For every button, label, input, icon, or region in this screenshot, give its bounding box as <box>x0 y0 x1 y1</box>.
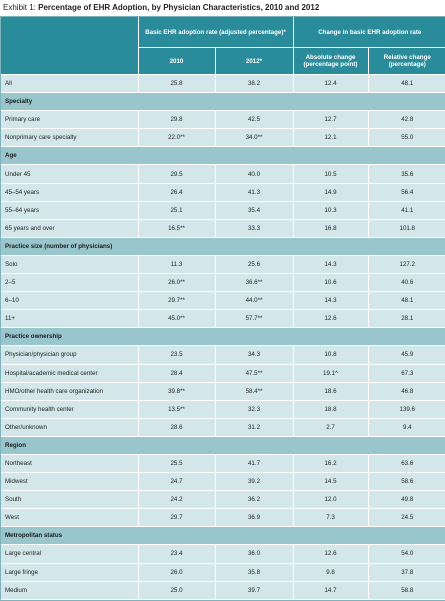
cell-absolute-change: 18.8 <box>293 400 368 418</box>
cell-absolute-change: 9.8 <box>293 563 368 581</box>
table-row <box>1 165 445 183</box>
cell-absolute-change: 14.3 <box>293 255 368 273</box>
cell-relative-change: 46.8 <box>368 382 445 400</box>
cell-relative-change: 24.5 <box>368 509 445 527</box>
table-row <box>1 255 445 273</box>
cell-2010: 29.7** <box>138 292 215 310</box>
table-row <box>1 219 445 237</box>
section-header-row <box>1 237 445 255</box>
cell-relative-change: 41.1 <box>368 201 445 219</box>
row-label: Solo <box>1 255 138 273</box>
row-label: Hospital/academic medical center <box>1 364 138 382</box>
section-header-row <box>1 93 445 111</box>
cell-2010: 29.8 <box>138 111 215 129</box>
cell-2010: 26.0 <box>138 563 215 581</box>
cell-absolute-change: 16.8 <box>293 219 368 237</box>
cell-relative-change: 56.4 <box>368 183 445 201</box>
header-col-2010: 2010 <box>138 48 215 75</box>
cell-2010: 26.4 <box>138 183 215 201</box>
cell-absolute-change: 12.4 <box>293 75 368 93</box>
table-row <box>1 491 445 509</box>
section-header-row <box>1 436 445 454</box>
table-row <box>1 563 445 581</box>
cell-2010: 24.2 <box>138 491 215 509</box>
table-row <box>1 581 445 599</box>
exhibit-title-main: Percentage of EHR Adoption, by Physician Characteristics, 2010 and 2012 <box>38 3 320 12</box>
table-row <box>1 129 445 147</box>
cell-2012: 31.2 <box>215 418 293 436</box>
row-label: HMO/other health care organization <box>1 382 138 400</box>
cell-absolute-change: 14.9 <box>293 183 368 201</box>
cell-absolute-change: 14.3 <box>293 292 368 310</box>
table-row <box>1 183 445 201</box>
row-label: Large central <box>1 545 138 563</box>
row-label: Nonprimary care specialty <box>1 129 138 147</box>
cell-2012: 58.4** <box>215 382 293 400</box>
exhibit-title <box>0 0 445 16</box>
table-row <box>1 201 445 219</box>
row-label: 45–54 years <box>1 183 138 201</box>
cell-relative-change: 45.9 <box>368 346 445 364</box>
cell-2012: 57.7** <box>215 310 293 328</box>
table-row <box>1 75 445 93</box>
cell-2010: 16.5** <box>138 219 215 237</box>
cell-2010: 25.8 <box>138 75 215 93</box>
cell-absolute-change: 19.1^ <box>293 364 368 382</box>
cell-2010: 45.0** <box>138 310 215 328</box>
ehr-adoption-table <box>1 17 445 600</box>
row-label: 6–10 <box>1 292 138 310</box>
cell-2012: 34.0** <box>215 129 293 147</box>
cell-2012: 42.5 <box>215 111 293 129</box>
row-label: Northeast <box>1 454 138 472</box>
table-row <box>1 509 445 527</box>
cell-2012: 41.7 <box>215 454 293 472</box>
cell-relative-change: 40.6 <box>368 274 445 292</box>
cell-absolute-change: 2.7 <box>293 418 368 436</box>
row-label: Large fringe <box>1 563 138 581</box>
cell-absolute-change: 12.6 <box>293 545 368 563</box>
table-row <box>1 292 445 310</box>
cell-2012: 36.9 <box>215 509 293 527</box>
cell-2010: 25.1 <box>138 201 215 219</box>
cell-absolute-change: 16.2 <box>293 454 368 472</box>
cell-absolute-change: 10.3 <box>293 201 368 219</box>
cell-absolute-change: 10.8 <box>293 346 368 364</box>
cell-absolute-change: 10.6 <box>293 274 368 292</box>
cell-2012: 36.0 <box>215 545 293 563</box>
cell-2010: 11.3 <box>138 255 215 273</box>
row-label: Physician/physician group <box>1 346 138 364</box>
section-header-row <box>1 147 445 165</box>
cell-2010: 28.4 <box>138 364 215 382</box>
section-label: Practice ownership <box>1 328 445 346</box>
cell-2012: 39.7 <box>215 581 293 599</box>
header-group-basic-rate: Basic EHR adoption rate (adjusted percentage)* <box>138 17 293 48</box>
cell-absolute-change: 12.7 <box>293 111 368 129</box>
table-body <box>1 75 445 600</box>
section-label: Age <box>1 147 445 165</box>
table-row <box>1 545 445 563</box>
cell-relative-change: 139.6 <box>368 400 445 418</box>
cell-relative-change: 28.1 <box>368 310 445 328</box>
section-label: Region <box>1 436 445 454</box>
cell-2010: 22.0** <box>138 129 215 147</box>
table-row <box>1 346 445 364</box>
cell-relative-change: 58.8 <box>368 581 445 599</box>
cell-relative-change: 55.0 <box>368 129 445 147</box>
cell-2012: 38.2 <box>215 75 293 93</box>
header-col-2012: 2012* <box>215 48 293 75</box>
row-label: 2–5 <box>1 274 138 292</box>
cell-relative-change: 127.2 <box>368 255 445 273</box>
header-blank <box>1 17 138 75</box>
cell-absolute-change: 12.1 <box>293 129 368 147</box>
row-label: All <box>1 75 138 93</box>
cell-2012: 25.6 <box>215 255 293 273</box>
row-label: Primary care <box>1 111 138 129</box>
cell-relative-change: 58.6 <box>368 473 445 491</box>
row-label: South <box>1 491 138 509</box>
cell-2012: 40.0 <box>215 165 293 183</box>
cell-2012: 36.2 <box>215 491 293 509</box>
cell-2012: 41.3 <box>215 183 293 201</box>
section-label: Metropolitan status <box>1 527 445 545</box>
exhibit-title-prefix: Exhibit 1: <box>3 3 39 12</box>
cell-relative-change: 9.4 <box>368 418 445 436</box>
row-label: West <box>1 509 138 527</box>
section-label: Specialty <box>1 93 445 111</box>
cell-2010: 13.5** <box>138 400 215 418</box>
cell-relative-change: 42.8 <box>368 111 445 129</box>
cell-2012: 35.8 <box>215 563 293 581</box>
cell-relative-change: 63.6 <box>368 454 445 472</box>
table-row <box>1 382 445 400</box>
table-row <box>1 111 445 129</box>
cell-2010: 23.4 <box>138 545 215 563</box>
cell-2010: 23.5 <box>138 346 215 364</box>
table-row <box>1 400 445 418</box>
table-row <box>1 310 445 328</box>
cell-2010: 29.7 <box>138 509 215 527</box>
cell-absolute-change: 14.7 <box>293 581 368 599</box>
row-label: Midwest <box>1 473 138 491</box>
row-label: Other/unknown <box>1 418 138 436</box>
cell-absolute-change: 10.5 <box>293 165 368 183</box>
row-label: Under 45 <box>1 165 138 183</box>
cell-2012: 33.3 <box>215 219 293 237</box>
header-col-absolute-change: Absolute change (percentage point) <box>293 48 368 75</box>
row-label: Community health center <box>1 400 138 418</box>
section-label: Practice size (number of physicians) <box>1 237 445 255</box>
table-row <box>1 418 445 436</box>
cell-2012: 44.0** <box>215 292 293 310</box>
header-row-groups <box>1 17 445 48</box>
cell-relative-change: 48.1 <box>368 75 445 93</box>
cell-absolute-change: 14.5 <box>293 473 368 491</box>
cell-relative-change: 37.8 <box>368 563 445 581</box>
table-row <box>1 364 445 382</box>
cell-2012: 47.5** <box>215 364 293 382</box>
table-frame <box>0 16 445 601</box>
section-header-row <box>1 527 445 545</box>
cell-2012: 32.3 <box>215 400 293 418</box>
cell-2010: 25.5 <box>138 454 215 472</box>
cell-2010: 26.0** <box>138 274 215 292</box>
row-label: Medium <box>1 581 138 599</box>
cell-relative-change: 54.0 <box>368 545 445 563</box>
cell-relative-change: 35.6 <box>368 165 445 183</box>
table-row <box>1 454 445 472</box>
cell-2012: 36.6** <box>215 274 293 292</box>
header-col-relative-change: Relative change (percentage) <box>368 48 445 75</box>
header-group-change: Change in basic EHR adoption rate <box>293 17 445 48</box>
cell-2012: 35.4 <box>215 201 293 219</box>
cell-absolute-change: 12.6 <box>293 310 368 328</box>
row-label: 11+ <box>1 310 138 328</box>
cell-absolute-change: 18.6 <box>293 382 368 400</box>
cell-2012: 39.2 <box>215 473 293 491</box>
cell-2010: 39.8** <box>138 382 215 400</box>
cell-2012: 34.3 <box>215 346 293 364</box>
cell-relative-change: 101.8 <box>368 219 445 237</box>
cell-2010: 25.0 <box>138 581 215 599</box>
table-row <box>1 274 445 292</box>
row-label: 55–64 years <box>1 201 138 219</box>
row-label: 65 years and over <box>1 219 138 237</box>
cell-2010: 28.6 <box>138 418 215 436</box>
cell-absolute-change: 7.3 <box>293 509 368 527</box>
cell-2010: 29.5 <box>138 165 215 183</box>
cell-absolute-change: 12.0 <box>293 491 368 509</box>
cell-2010: 24.7 <box>138 473 215 491</box>
cell-relative-change: 49.8 <box>368 491 445 509</box>
table-row <box>1 473 445 491</box>
cell-relative-change: 48.1 <box>368 292 445 310</box>
section-header-row <box>1 328 445 346</box>
cell-relative-change: 67.3 <box>368 364 445 382</box>
